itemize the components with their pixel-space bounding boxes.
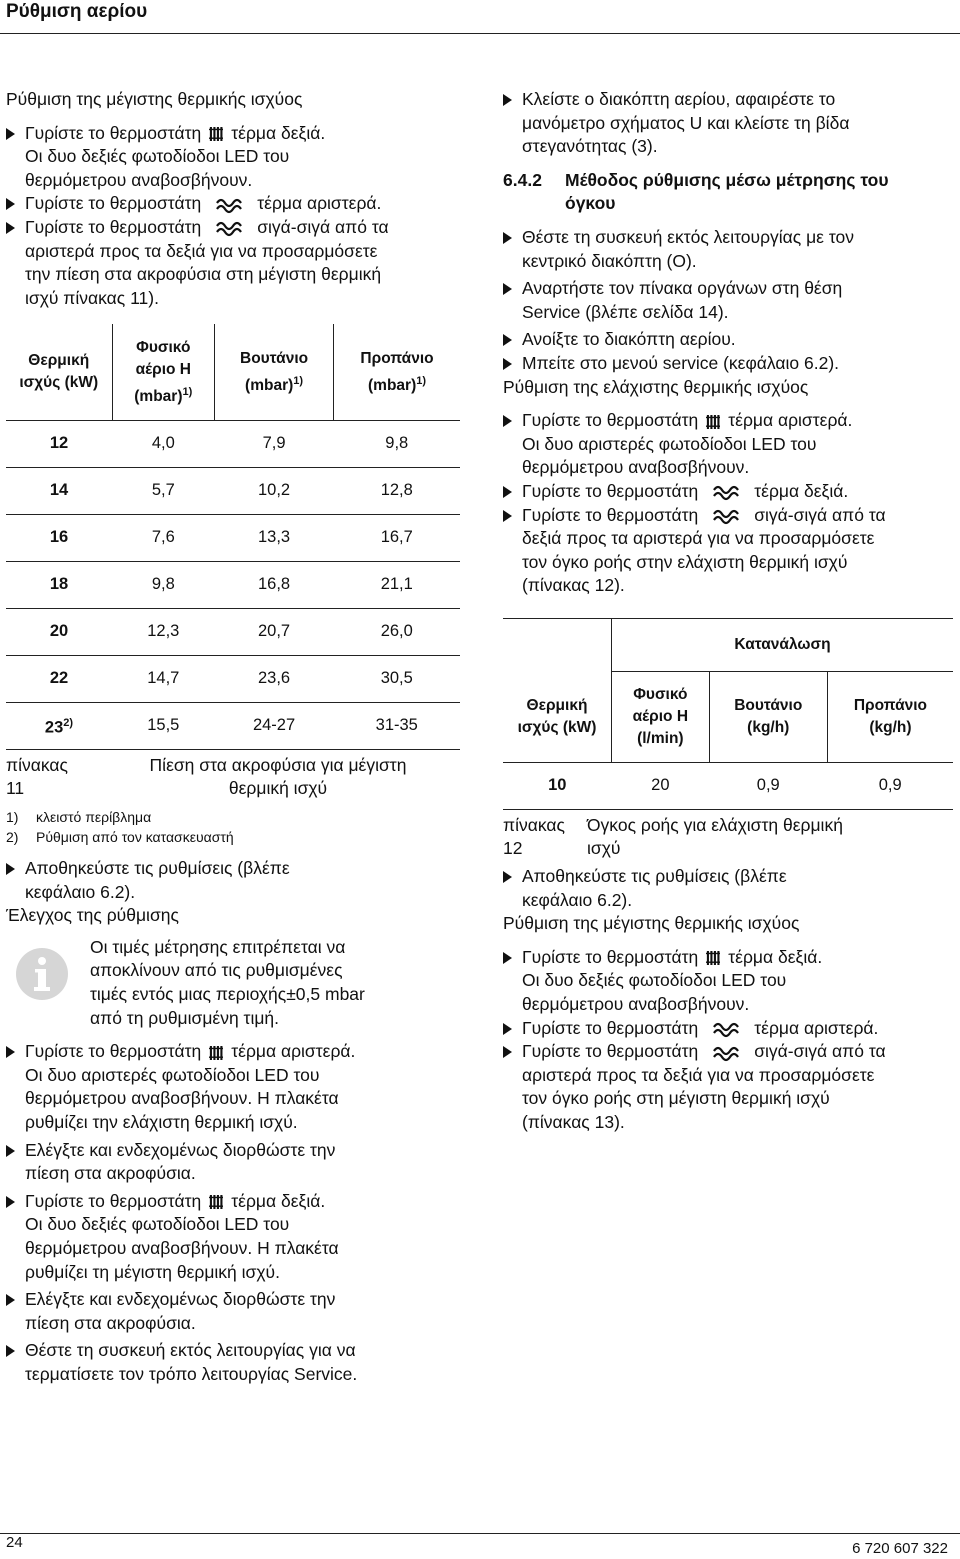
bullet-arrow-icon	[6, 1294, 15, 1306]
col-header: Φυσικό αέριο H (mbar)$^{1)}$	[112, 324, 215, 420]
table-row: 14 5,7 10,2 12,8	[6, 467, 460, 514]
heading-min-power: Ρύθμιση της ελάχιστης θερμικής ισχύος	[503, 376, 809, 397]
heading-check: Έλεγχος της ρύθμισης	[6, 905, 179, 926]
left-column	[6, 88, 466, 1387]
check-step-1: Γυρίστε το θερμοστάτη τέρμα αριστερά. Οι δυο αριστερές φωτοδίοδοι LED του θερμόμετρου αναβοσβήνουν. Η πλακέτα ρυθμίζει την ελάχιστη θερμική ισχύ.	[6, 1040, 466, 1134]
hot-water-icon	[712, 1044, 740, 1062]
page-section-title: Ρύθμιση αερίου	[6, 1, 148, 22]
heading-max-power: Ρύθμιση της μέγιστης θερμικής ισχύος	[6, 89, 303, 109]
caption-text: Πίεση στα ακροφύσια για μέγιστη	[149, 754, 407, 775]
col-header: Φυσικό αέριο H (l/min)	[612, 671, 710, 762]
bullet-arrow-icon	[503, 871, 512, 883]
footnotes: 1) κλειστό περίβλημα 2) Ρύθμιση από τον κατασκευαστή	[6, 809, 234, 846]
bullet-arrow-icon	[503, 952, 512, 964]
step-text: Γυρίστε το θερμοστάτη	[25, 193, 202, 214]
bullet-arrow-icon	[6, 222, 15, 234]
table-row: 22 14,7 23,6 30,5	[6, 655, 460, 702]
col-header: Βουτάνιο (mbar)$^{1)}$	[215, 324, 334, 420]
bullet-arrow-icon	[503, 415, 512, 427]
max-step-1: Γυρίστε το θερμοστάτη τέρμα δεξιά. Οι δυο δεξιές φωτοδίοδοι LED του θερμόμετρου αναβοσβήνουν.	[503, 946, 953, 1017]
step-text: τέρμα δεξιά.	[231, 122, 326, 143]
step-text: θερμόμετρου αναβοσβήνουν.	[25, 169, 253, 190]
step-save: Αποθηκεύστε τις ρυθμίσεις (βλέπε κεφάλαιο 6.2).	[503, 865, 953, 912]
caption-label: πίνακας 11	[6, 754, 68, 799]
col-header: Βουτάνιο (kg/h)	[709, 671, 827, 762]
check-step-5: Θέστε τη συσκευή εκτός λειτουργίας για να τερματίσετε τον τρόπο λειτουργίας Service.	[6, 1339, 466, 1386]
col-header: Θερμική ισχύς (kW)	[6, 324, 112, 420]
table-row: 20 12,3 20,7 26,0	[6, 608, 460, 655]
right-column	[503, 88, 953, 1135]
step-switch-off: Θέστε τη συσκευή εκτός λειτουργίας με τον κεντρικό διακόπτη (O).	[503, 226, 953, 273]
table-row: 16 7,6 13,3 16,7	[6, 514, 460, 561]
step-text: ισχύ πίνακας 11).	[25, 287, 159, 308]
hot-water-icon	[712, 507, 740, 525]
info-icon	[14, 946, 70, 1002]
max-step-3: Γυρίστε το θερμοστάτη σιγά-σιγά από τα αριστερά προς τα δεξιά για να προσαρμόσετε τον όγκο ροής στη μέγιστη θερμική ισχύ (πίνακας 13).	[503, 1040, 953, 1134]
radiator-icon	[209, 1044, 223, 1062]
min-step-3: Γυρίστε το θερμοστάτη σιγά-σιγά από τα δεξιά προς τα αριστερά για να προσαρμόσετε τον όγκο ροής στην ελάχιστη θερμική ισχύ (πίνακας 12).	[503, 504, 953, 598]
table-11-caption	[6, 754, 466, 801]
bullet-arrow-icon	[6, 863, 15, 875]
footnote-text: Ρύθμιση από τον κατασκευαστή	[36, 829, 234, 846]
bullet-arrow-icon	[6, 1196, 15, 1208]
check-step-2: Ελέγξτε και ενδεχομένως διορθώστε την πίεση στα ακροφύσια.	[6, 1139, 466, 1186]
bullet-arrow-icon	[6, 1345, 15, 1357]
bullet-arrow-icon	[6, 128, 15, 140]
radiator-icon	[209, 125, 223, 143]
check-step-3: Γυρίστε το θερμοστάτη τέρμα δεξιά. Οι δυο δεξιές φωτοδίοδοι LED του θερμόμετρου αναβοσβήνουν. Η πλακέτα ρυθμίζει τη μέγιστη θερμική ισχύ.	[6, 1190, 466, 1284]
step-text: αριστερά προς τα δεξιά για να προσαρμόσετε	[25, 240, 378, 261]
step-save: Αποθηκεύστε τις ρυθμίσεις (βλέπε κεφάλαιο 6.2).	[6, 857, 466, 904]
step-text: Οι δυο δεξιές φωτοδίοδοι LED του	[25, 146, 290, 167]
hot-water-icon	[712, 483, 740, 501]
col-header: Προπάνιο (mbar)$^{1)}$	[334, 324, 460, 420]
step-turn-left	[6, 192, 466, 216]
table-row: 12 4,0 7,9 9,8	[6, 420, 460, 467]
radiator-icon	[209, 1193, 223, 1211]
step-close-gas: Κλείστε ο διακόπτη αερίου, αφαιρέστε το μανόμετρο σχήματος U και κλείστε τη βίδα στεγανότητας (3).	[503, 88, 953, 159]
table-12-caption: πίνακας 12 Όγκος ροής για ελάχιστη θερμική ισχύ	[503, 814, 953, 861]
caption-label: πίνακας 12	[503, 814, 565, 859]
step-text: την πίεση στα ακροφύσια στη μέγιστη θερμική	[25, 264, 382, 285]
bullet-arrow-icon	[503, 94, 512, 106]
bullet-arrow-icon	[6, 1046, 15, 1058]
step-text: Γυρίστε το θερμοστάτη	[25, 216, 202, 237]
hot-water-icon	[215, 219, 243, 237]
footer-divider	[0, 1533, 960, 1534]
section-heading: 6.4.2 Μέθοδος ρύθμισης μέσω μέτρησης του όγκου	[503, 169, 953, 216]
bullet-arrow-icon	[503, 486, 512, 498]
step-service-menu: Μπείτε στο μενού service (κεφάλαιο 6.2).	[503, 352, 953, 376]
max-step-2: Γυρίστε το θερμοστάτη τέρμα αριστερά.	[503, 1017, 953, 1041]
min-step-2: Γυρίστε το θερμοστάτη τέρμα δεξιά.	[503, 480, 953, 504]
bullet-arrow-icon	[503, 232, 512, 244]
step-open-gas: Ανοίξτε το διακόπτη αερίου.	[503, 328, 953, 352]
min-step-1: Γυρίστε το θερμοστάτη τέρμα αριστερά. Οι δυο αριστερές φωτοδίοδοι LED του θερμόμετρου αναβοσβήνουν.	[503, 409, 953, 480]
table-row: 10 20 0,9 0,9	[503, 762, 953, 809]
bullet-arrow-icon	[503, 510, 512, 522]
bullet-arrow-icon	[503, 283, 512, 295]
step-turn-slowly	[6, 216, 466, 310]
bullet-arrow-icon	[503, 1023, 512, 1035]
table-row: 18 9,8 16,8 21,1	[6, 561, 460, 608]
footnote-text: κλειστό περίβλημα	[36, 809, 152, 826]
header-divider	[0, 33, 960, 34]
col-header: Θερμική ισχύς (kW)	[503, 671, 612, 762]
hot-water-icon	[712, 1020, 740, 1038]
consumption-header: Κατανάλωση	[612, 618, 954, 671]
radiator-icon	[706, 413, 720, 431]
bullet-arrow-icon	[503, 334, 512, 346]
bullet-arrow-icon	[503, 1046, 512, 1058]
radiator-icon	[706, 949, 720, 967]
step-turn-right	[6, 122, 466, 193]
info-note: Οι τιμές μέτρησης επιτρέπεται να αποκλίνουν από τις ρυθμισμένες τιμές εντός μιας περιοχής±0,5 mbar από τη ρυθμισμένη τιμή.	[6, 936, 466, 1030]
document-number: 6 720 607 322	[852, 1540, 948, 1557]
step-text: τέρμα αριστερά.	[257, 193, 382, 214]
step-text: σιγά-σιγά από τα	[257, 216, 389, 237]
section-number: 6.4.2	[503, 169, 542, 190]
hot-water-icon	[215, 196, 243, 214]
heading-max-power-2: Ρύθμιση της μέγιστης θερμικής ισχύος	[503, 913, 800, 934]
caption-text: θερμική ισχύ	[228, 778, 328, 799]
step-hang-panel: Αναρτήστε τον πίνακα οργάνων στη θέση Service (βλέπε σελίδα 14).	[503, 277, 953, 324]
bullet-arrow-icon	[503, 358, 512, 370]
page-number: 24	[6, 1534, 23, 1551]
table-row: 23$^{2)}$ 15,5 24-27 31-35	[6, 702, 460, 749]
check-step-4: Ελέγξτε και ενδεχομένως διορθώστε την πίεση στα ακροφύσια.	[6, 1288, 466, 1335]
col-header: Προπάνιο (kg/h)	[827, 671, 953, 762]
table-11	[6, 324, 460, 750]
step-text: Γυρίστε το θερμοστάτη	[25, 122, 202, 143]
bullet-arrow-icon	[6, 198, 15, 210]
table-12	[503, 618, 953, 810]
bullet-arrow-icon	[6, 1145, 15, 1157]
